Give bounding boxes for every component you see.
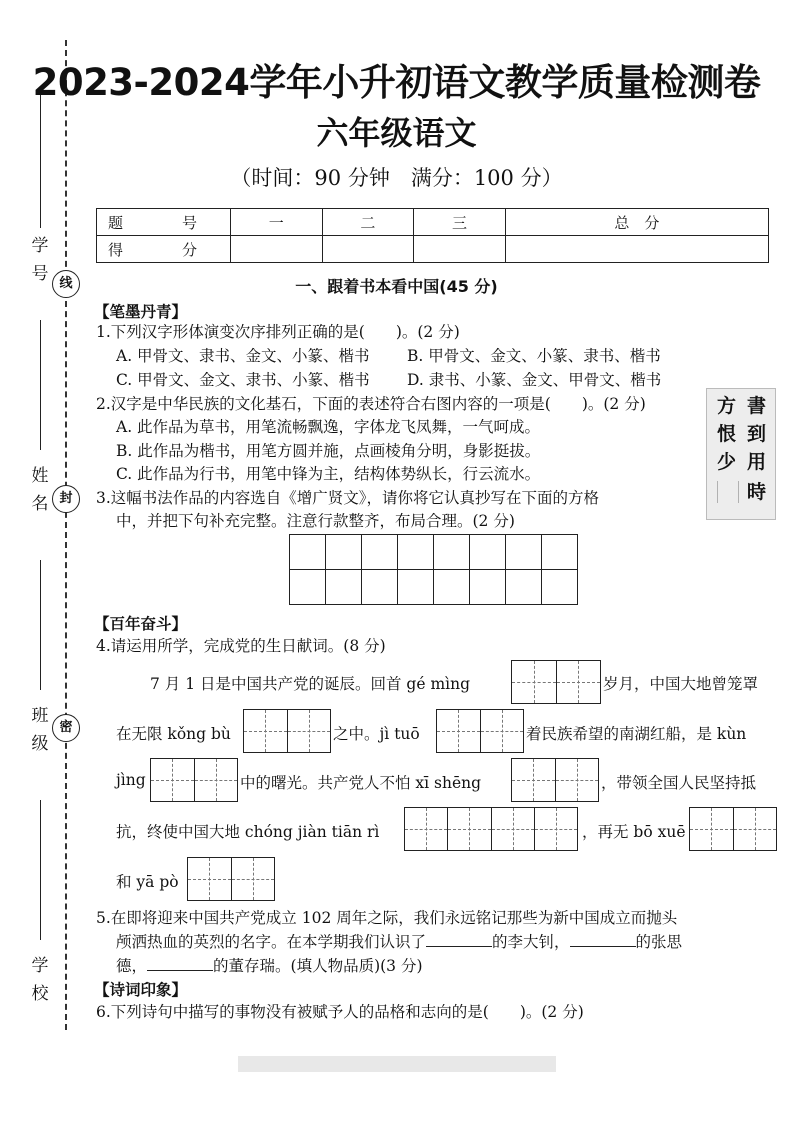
fill-blank[interactable] — [147, 956, 213, 971]
school-label: 学 校 — [31, 956, 49, 1004]
fill-blank[interactable] — [426, 932, 492, 947]
signature-mark — [717, 481, 739, 503]
subsection-heading: 【诗词印象】 — [94, 981, 188, 999]
pinyin-answer-box[interactable] — [150, 758, 238, 802]
school-blank — [40, 800, 41, 940]
q4-text: ，再无 bō xuē — [582, 823, 686, 841]
pinyin-answer-box[interactable] — [436, 709, 524, 753]
question-3-line2: 中，并把下句补充完整。注意行款整齐，布局合理。(2 分) — [116, 512, 515, 530]
subsection-heading: 【笔墨丹青】 — [94, 303, 188, 321]
score-input-cell[interactable] — [414, 236, 506, 263]
option-c: C. 此作品为行书，用笔中锋为主，结构体势纵长，行云流水。 — [116, 465, 541, 483]
calligraphy-char: 書 — [747, 395, 767, 417]
name-blank — [40, 320, 41, 450]
name-label: 姓 名 — [31, 466, 49, 514]
pinyin-answer-box[interactable] — [404, 807, 578, 851]
q4-text: jìng — [116, 771, 146, 789]
student-id-label: 学 号 — [31, 236, 49, 284]
question-5-line2 — [116, 930, 682, 952]
q5-text: 的张思 — [635, 933, 683, 951]
calligraphy-char: 用 — [747, 451, 767, 473]
pinyin-answer-box[interactable] — [511, 660, 601, 704]
question-1: 1.下列汉字形体演变次序排列正确的是( )。(2 分) — [96, 323, 460, 341]
q5-text: 的董存瑞。(填人物品质)(3 分) — [213, 957, 423, 975]
blurred-footer — [238, 1056, 556, 1072]
q4-text: 抗，终使中国大地 chóng jiàn tiān rì — [116, 823, 380, 841]
question-3-line1: 3.这幅书法作品的内容选自《增广贤文》，请你将它认真抄写在下面的方格 — [96, 489, 600, 507]
calligraphy-image — [706, 388, 776, 520]
q4-text: 7 月 1 日是中国共产党的诞辰。回首 gé mìng — [150, 675, 471, 693]
option-b: B. 此作品为楷书，用笔方圆并施，点画棱角分明，身影挺拔。 — [116, 442, 541, 460]
pinyin-answer-box[interactable] — [689, 807, 777, 851]
option-b: B. 甲骨文、金文、小篆、隶书、楷书 — [407, 347, 661, 365]
question-6: 6.下列诗句中描写的事物没有被赋予人的品格和志向的是( )。(2 分) — [96, 1003, 584, 1021]
exam-subtitle: 六年级语文 — [316, 114, 477, 152]
q4-text: 着民族希望的南湖红船，是 kùn — [526, 725, 747, 743]
option-c: C. 甲骨文、金文、隶书、小篆、楷书 — [116, 371, 370, 389]
seal-secret: 密 — [52, 714, 80, 742]
subsection-heading: 【百年奋斗】 — [94, 615, 188, 633]
score-cell: 得 分 — [97, 236, 231, 263]
score-input-cell[interactable] — [231, 236, 323, 263]
option-a: A. 此作品为草书，用笔流畅飘逸，字体龙飞凤舞，一气呵成。 — [116, 418, 541, 436]
pinyin-answer-box[interactable] — [187, 857, 275, 901]
question-4: 4.请运用所学，完成党的生日献词。(8 分) — [96, 637, 386, 655]
class-label: 班 级 — [31, 706, 49, 754]
option-d: D. 隶书、小篆、金文、甲骨文、楷书 — [407, 371, 662, 389]
q4-text: 在无限 kǒng bù — [116, 725, 231, 743]
question-5-line3 — [116, 954, 423, 976]
q5-text: 的李大钊， — [492, 933, 570, 951]
score-input-cell[interactable] — [322, 236, 414, 263]
exam-title: 2023-2024学年小升初语文教学质量检测卷 — [32, 61, 761, 104]
calligraphy-char: 少 — [717, 451, 737, 473]
calligraphy-char: 到 — [747, 423, 767, 445]
calligraphy-char: 方 — [717, 395, 737, 417]
q4-text: 中的曙光。共产党人不怕 xī shēng — [240, 774, 482, 792]
score-cell: 一 — [231, 209, 323, 236]
question-2: 2.汉字是中华民族的文化基石，下面的表述符合右图内容的一项是( )。(2 分) — [96, 395, 646, 413]
score-table-header-row — [97, 209, 769, 236]
q4-text: 岁月，中国大地曾笼罩 — [603, 675, 759, 693]
score-table-score-row — [97, 236, 769, 263]
pinyin-answer-box[interactable] — [511, 758, 599, 802]
score-cell: 总 分 — [505, 209, 768, 236]
answer-grid[interactable] — [289, 534, 578, 605]
q4-text: 和 yā pò — [116, 873, 179, 891]
q5-text: 颅洒热血的英烈的名字。在本学期我们认识了 — [116, 933, 427, 951]
option-a: A. 甲骨文、隶书、金文、小篆、楷书 — [116, 347, 370, 365]
fill-blank[interactable] — [570, 932, 636, 947]
score-input-cell[interactable] — [505, 236, 768, 263]
calligraphy-char: 恨 — [717, 423, 737, 445]
score-cell: 题 号 — [97, 209, 231, 236]
class-blank — [40, 560, 41, 690]
time-info: （时间：90 分钟 满分：100 分） — [230, 166, 563, 190]
score-cell: 二 — [322, 209, 414, 236]
q5-text: 德， — [116, 957, 148, 975]
q4-text: ，带领全国人民坚持抵 — [601, 774, 757, 792]
calligraphy-char: 時 — [747, 481, 767, 503]
question-5-line1: 5.在即将迎来中国共产党成立 102 周年之际，我们永远铭记那些为新中国成立而抛头 — [96, 909, 678, 927]
score-cell: 三 — [414, 209, 506, 236]
seal-seal: 封 — [52, 485, 80, 513]
section-title: 一、跟着书本看中国(45 分) — [295, 277, 498, 296]
pinyin-answer-box[interactable] — [243, 709, 331, 753]
score-table — [96, 208, 769, 263]
seal-line: 线 — [52, 270, 80, 298]
q4-text: 之中。jì tuō — [333, 725, 420, 743]
